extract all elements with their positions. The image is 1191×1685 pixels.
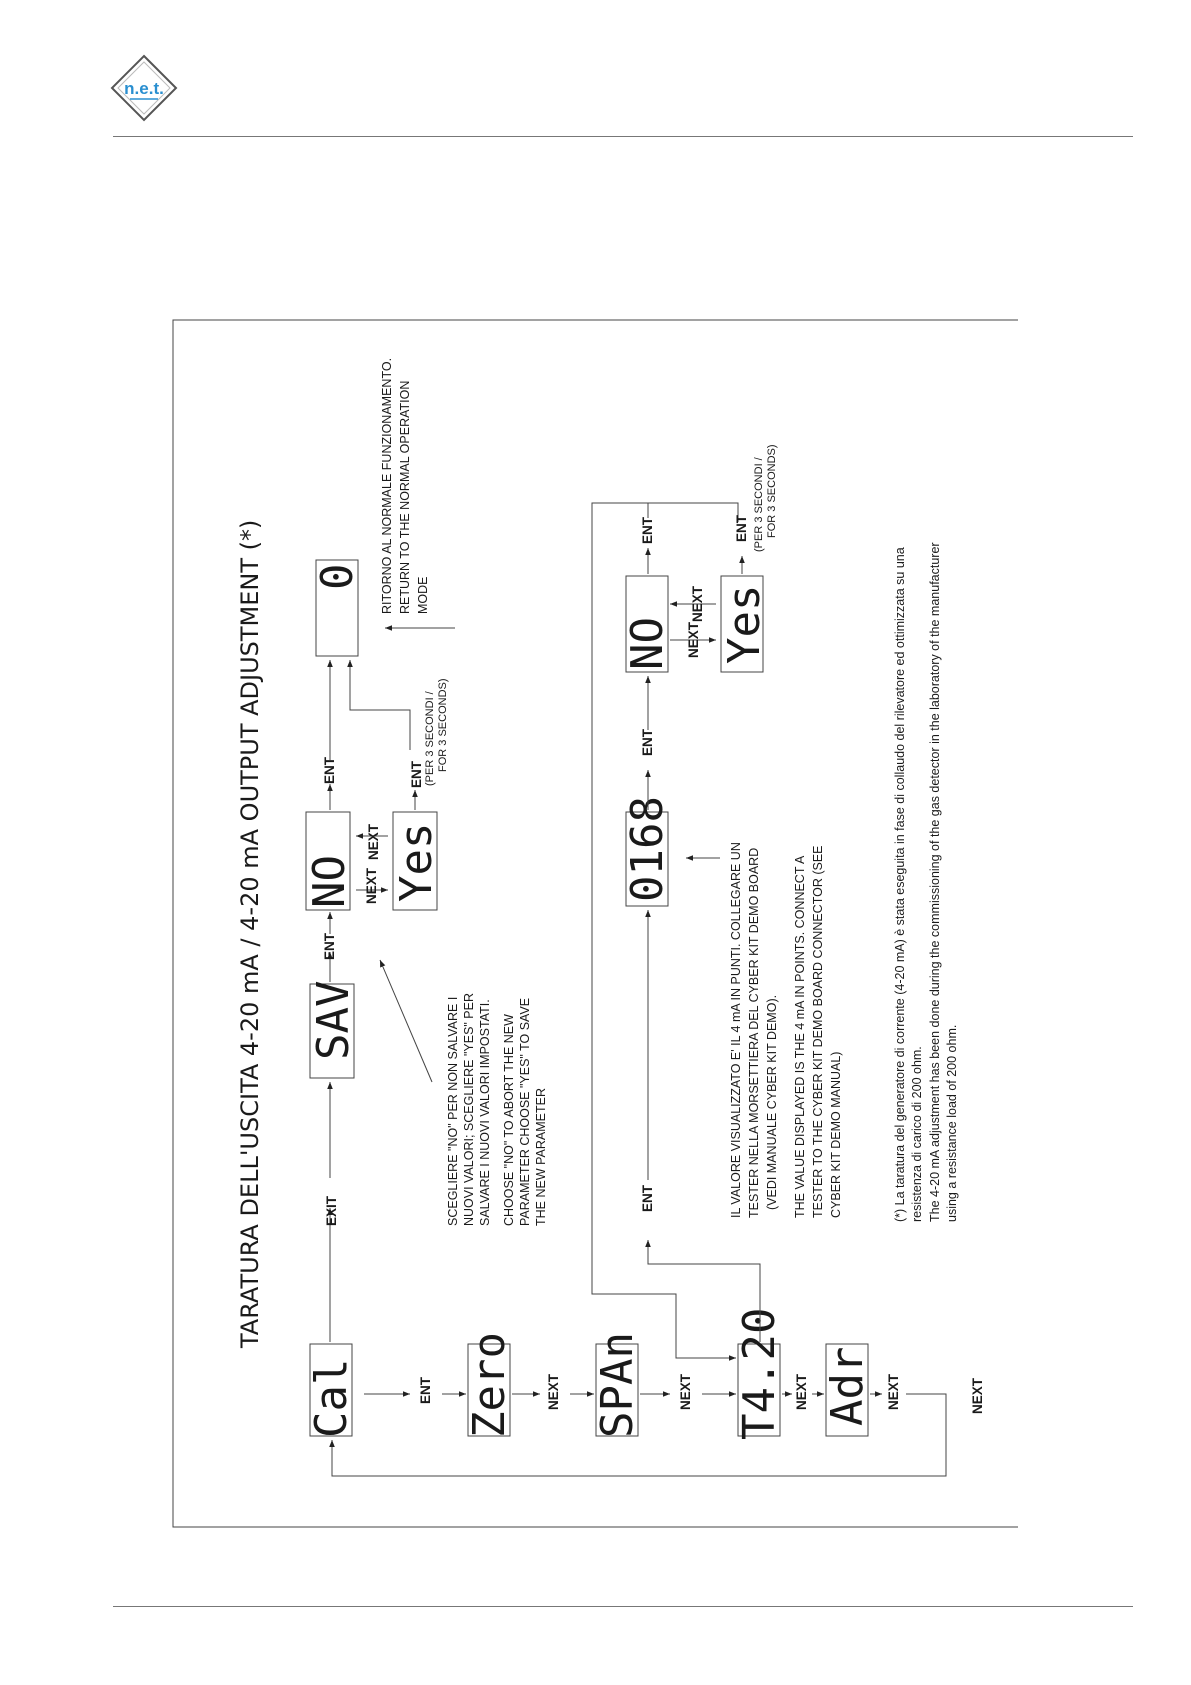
footnote-line-4: using a resistance load of 200 ohm. xyxy=(945,1024,959,1222)
footnote-line-2: resistenza di carico di 200 ohm. xyxy=(910,1046,924,1222)
display-zero-text: Zero xyxy=(464,1332,515,1438)
label-ent-reading: ENT xyxy=(640,729,655,756)
link-yes-bottom xyxy=(648,503,738,522)
label-next-no-bottom: NEXT xyxy=(686,621,701,658)
footnote-line-3: The 4-20 mA adjustment has been done during the commissioning of the gas detector in the laboratory of the manufacturer xyxy=(928,542,942,1222)
display-cal-text: Cal xyxy=(306,1358,357,1438)
note-value-en-2: TESTER TO THE CYBER KIT DEMO BOARD CONNECTOR (SEE xyxy=(811,845,825,1218)
note-return xyxy=(380,358,430,614)
footnote-line-1: (*) La taratura del generatore di corrente (4-20 mA) è stata eseguita in fase di collaudo del rilevatore ed ottimizzata su una xyxy=(893,547,907,1222)
note-return-line-2: RETURN TO THE NORMAL OPERATION xyxy=(398,380,412,614)
pointer-save-note xyxy=(380,960,432,1082)
svg-text:n.e.t.: n.e.t. xyxy=(124,79,164,98)
label-next-yes-top: NEXT xyxy=(366,823,381,860)
label-ent-t420: ENT xyxy=(640,1185,655,1212)
label-next-3: NEXT xyxy=(794,1373,809,1410)
display-sav-text: SAV xyxy=(308,980,359,1060)
note-save-en-3: THE NEW PARAMETER xyxy=(534,1088,548,1226)
note-save-it-1: SCEGLIERE "NO" PER NON SALVARE I xyxy=(446,996,460,1226)
note-value-it-2: TESTER NELLA MORSETTIERA DEL CYBER KIT DEMO BOARD xyxy=(747,847,761,1218)
label-per3-en-top: FOR 3 SECONDS) xyxy=(437,678,449,772)
display-span-text: SPAn xyxy=(592,1332,643,1438)
label-next-2: NEXT xyxy=(678,1373,693,1410)
display-adr-text: Adr xyxy=(822,1346,873,1426)
display-zero-value xyxy=(312,560,363,656)
note-save-it-3: SALVARE I NUOVI VALORI IMPOSTATI. xyxy=(478,999,492,1226)
note-return-line-3: MODE xyxy=(416,576,430,614)
note-value-it-1: IL VALORE VISUALIZZATO E' IL 4 mA IN PUNTI. COLLEGARE UN xyxy=(729,842,743,1218)
label-ent-1: ENT xyxy=(418,1377,433,1404)
note-value-en-3: CYBER KIT DEMO MANUAL) xyxy=(829,1051,843,1218)
display-sav xyxy=(308,981,359,1078)
label-next-no-top: NEXT xyxy=(364,867,379,904)
display-no-bottom-text: NO xyxy=(622,617,673,670)
label-per3-it-bottom: (PER 3 SECONDI / xyxy=(753,457,765,552)
label-next-yes-bottom: NEXT xyxy=(690,585,705,622)
note-value-en-1: THE VALUE DISPLAYED IS THE 4 mA IN POINTS. CONNECT A xyxy=(793,855,807,1218)
label-per3-it-top: (PER 3 SECONDI / xyxy=(424,691,436,786)
note-value xyxy=(729,842,843,1218)
label-exit: EXIT xyxy=(324,1195,339,1226)
note-save-en-2: PARAMETER CHOOSE "YES" TO SAVE xyxy=(518,997,532,1226)
diagram-title: TARATURA DELL'USCITA 4-20 mA / 4-20 mA OUTPUT ADJUSTMENT (*) xyxy=(236,519,264,1348)
display-cal xyxy=(306,1344,357,1438)
display-t420-text: T4.20 xyxy=(734,1307,785,1440)
label-next-4: NEXT xyxy=(886,1373,901,1410)
label-ent-sav: ENT xyxy=(322,933,337,960)
display-reading-text: 0168 xyxy=(622,796,673,902)
display-yes-top xyxy=(391,812,442,910)
display-yes-top-text: Yes xyxy=(391,822,442,902)
display-no-bottom xyxy=(622,576,673,672)
label-next-5: NEXT xyxy=(970,1377,985,1414)
display-no-top-text: NO xyxy=(304,855,355,908)
label-ent-yes-top: ENT xyxy=(409,761,424,788)
footnote xyxy=(893,542,959,1222)
label-ent-yes-bottom: ENT xyxy=(734,515,749,542)
label-ent-no-top: ENT xyxy=(322,757,337,784)
display-no-top xyxy=(304,812,355,910)
label-per3-en-bottom: FOR 3 SECONDS) xyxy=(766,444,778,538)
display-zero-value-text: 0 xyxy=(312,563,363,590)
note-value-it-3: (VEDI MANUALE CYBER KIT DEMO). xyxy=(765,994,779,1210)
note-save-it-2: NUOVI VALORI; SCEGLIERE "YES" PER xyxy=(462,992,476,1226)
note-return-line-1: RITORNO AL NORMALE FUNZIONAMENTO. xyxy=(380,357,394,614)
label-ent-no-bottom: ENT xyxy=(640,517,655,544)
display-span xyxy=(592,1332,643,1438)
display-yes-bottom-text: Yes xyxy=(719,584,770,664)
arrow-yes-top-to-zero xyxy=(350,660,410,750)
note-save xyxy=(446,993,548,1226)
display-reading xyxy=(622,796,673,906)
display-zero xyxy=(464,1332,515,1438)
label-next-1: NEXT xyxy=(546,1373,561,1410)
note-save-en-1: CHOOSE "NO" TO ABORT THE NEW xyxy=(502,1014,516,1226)
display-adr xyxy=(822,1344,873,1436)
display-yes-bottom xyxy=(719,576,770,672)
